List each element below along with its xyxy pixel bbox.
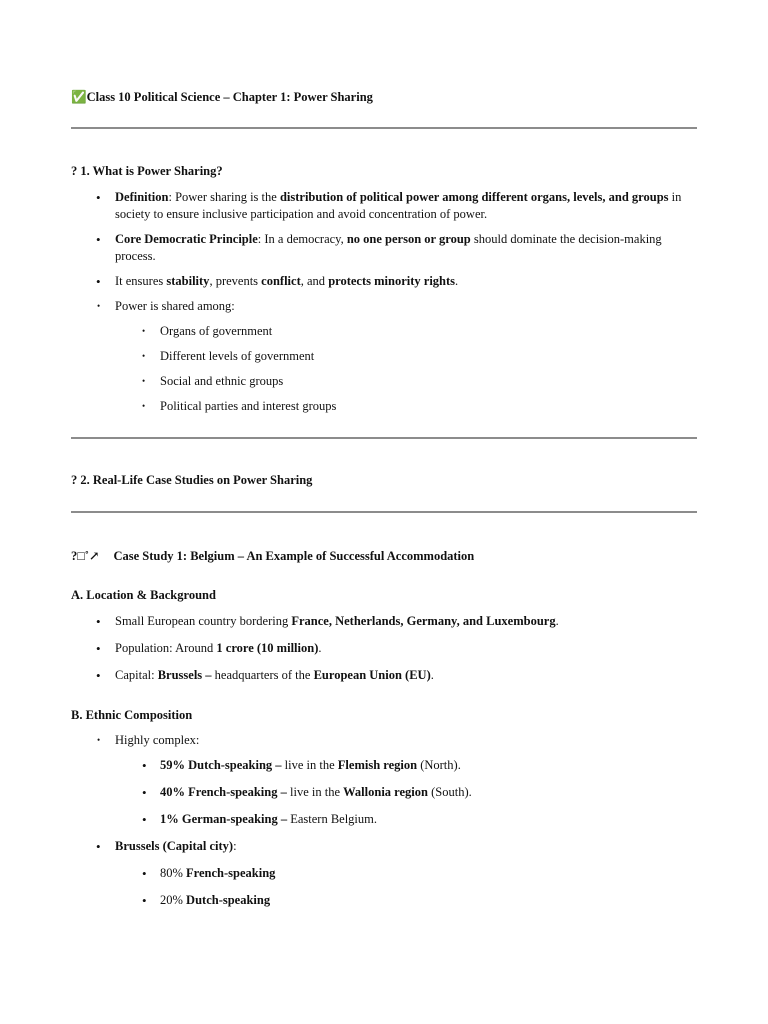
bullet-icon: • [96, 232, 101, 247]
bullet-icon: • [142, 785, 147, 800]
check-mark-icon: ✅ [71, 90, 87, 104]
divider [71, 127, 697, 129]
french-item: 40% French-speaking – live in the Wallonia region (South). [160, 785, 472, 799]
bullet-icon: • [96, 668, 101, 683]
page-title [71, 89, 373, 106]
bullet-icon: • [96, 190, 101, 205]
brussels-item: Brussels (Capital city): [115, 839, 237, 853]
german-item: 1% German-speaking – Eastern Belgium. [160, 812, 378, 826]
bullet-icon: • [96, 641, 101, 656]
principle-item: Core Democratic Principle: In a democracy, no one person or group should dominate the decision-making process. [115, 232, 662, 263]
definition-item: Definition: Power sharing is the distribution of political power among different organs, levels, and groups in society to ensure inclusive participation and avoid concentration of power. [115, 190, 682, 221]
page-title-text: Class 10 Political Science – Chapter 1: Power Sharing [86, 90, 373, 104]
part-a-heading: A. Location & Background [71, 588, 216, 602]
bullet-icon: • [142, 326, 146, 336]
list-item: Organs of government [160, 324, 273, 338]
bullet-icon: • [142, 758, 147, 773]
bullet-icon: • [142, 866, 147, 881]
case-study-1-title: Case Study 1: Belgium – An Example of Successful Accommodation [113, 549, 475, 563]
bordering-item: Small European country bordering France, Netherlands, Germany, and Luxembourg. [115, 614, 559, 628]
divider [71, 511, 697, 513]
list-item: Political parties and interest groups [160, 399, 337, 413]
brussels-dutch-item: 20% Dutch-speaking [160, 893, 271, 907]
section-2-heading: ? 2. Real-Life Case Studies on Power Sharing [71, 473, 313, 487]
list-item: Different levels of government [160, 349, 315, 363]
flag-icon: ↗ [88, 549, 100, 563]
bullet-icon: • [96, 614, 101, 629]
part-b-heading: B. Ethnic Composition [71, 708, 193, 722]
bullet-icon: • [96, 839, 101, 854]
population-item: Population: Around 1 crore (10 million). [115, 641, 322, 655]
bullet-icon: • [142, 376, 146, 386]
case-study-prefix: ?□˚ [71, 549, 89, 563]
capital-item: Capital: Brussels – headquarters of the European Union (EU). [115, 668, 434, 682]
bullet-icon: • [96, 274, 101, 289]
bullet-icon: • [142, 401, 146, 411]
dutch-item: 59% Dutch-speaking – live in the Flemish region (North). [160, 758, 461, 772]
list-item: Social and ethnic groups [160, 374, 284, 388]
complex-item: Highly complex: [115, 733, 200, 747]
brussels-french-item: 80% French-speaking [160, 866, 276, 880]
ensures-item: It ensures stability, prevents conflict, and protects minority rights. [115, 274, 459, 288]
case-study-1-heading [71, 548, 474, 565]
shared-among-item: Power is shared among: [115, 299, 235, 313]
bullet-icon: • [142, 812, 147, 827]
bullet-icon: • [97, 301, 101, 311]
divider [71, 437, 697, 439]
bullet-icon: • [142, 893, 147, 908]
section-1-heading: ? 1. What is Power Sharing? [71, 164, 223, 178]
bullet-icon: • [142, 351, 146, 361]
bullet-icon: • [97, 735, 101, 745]
